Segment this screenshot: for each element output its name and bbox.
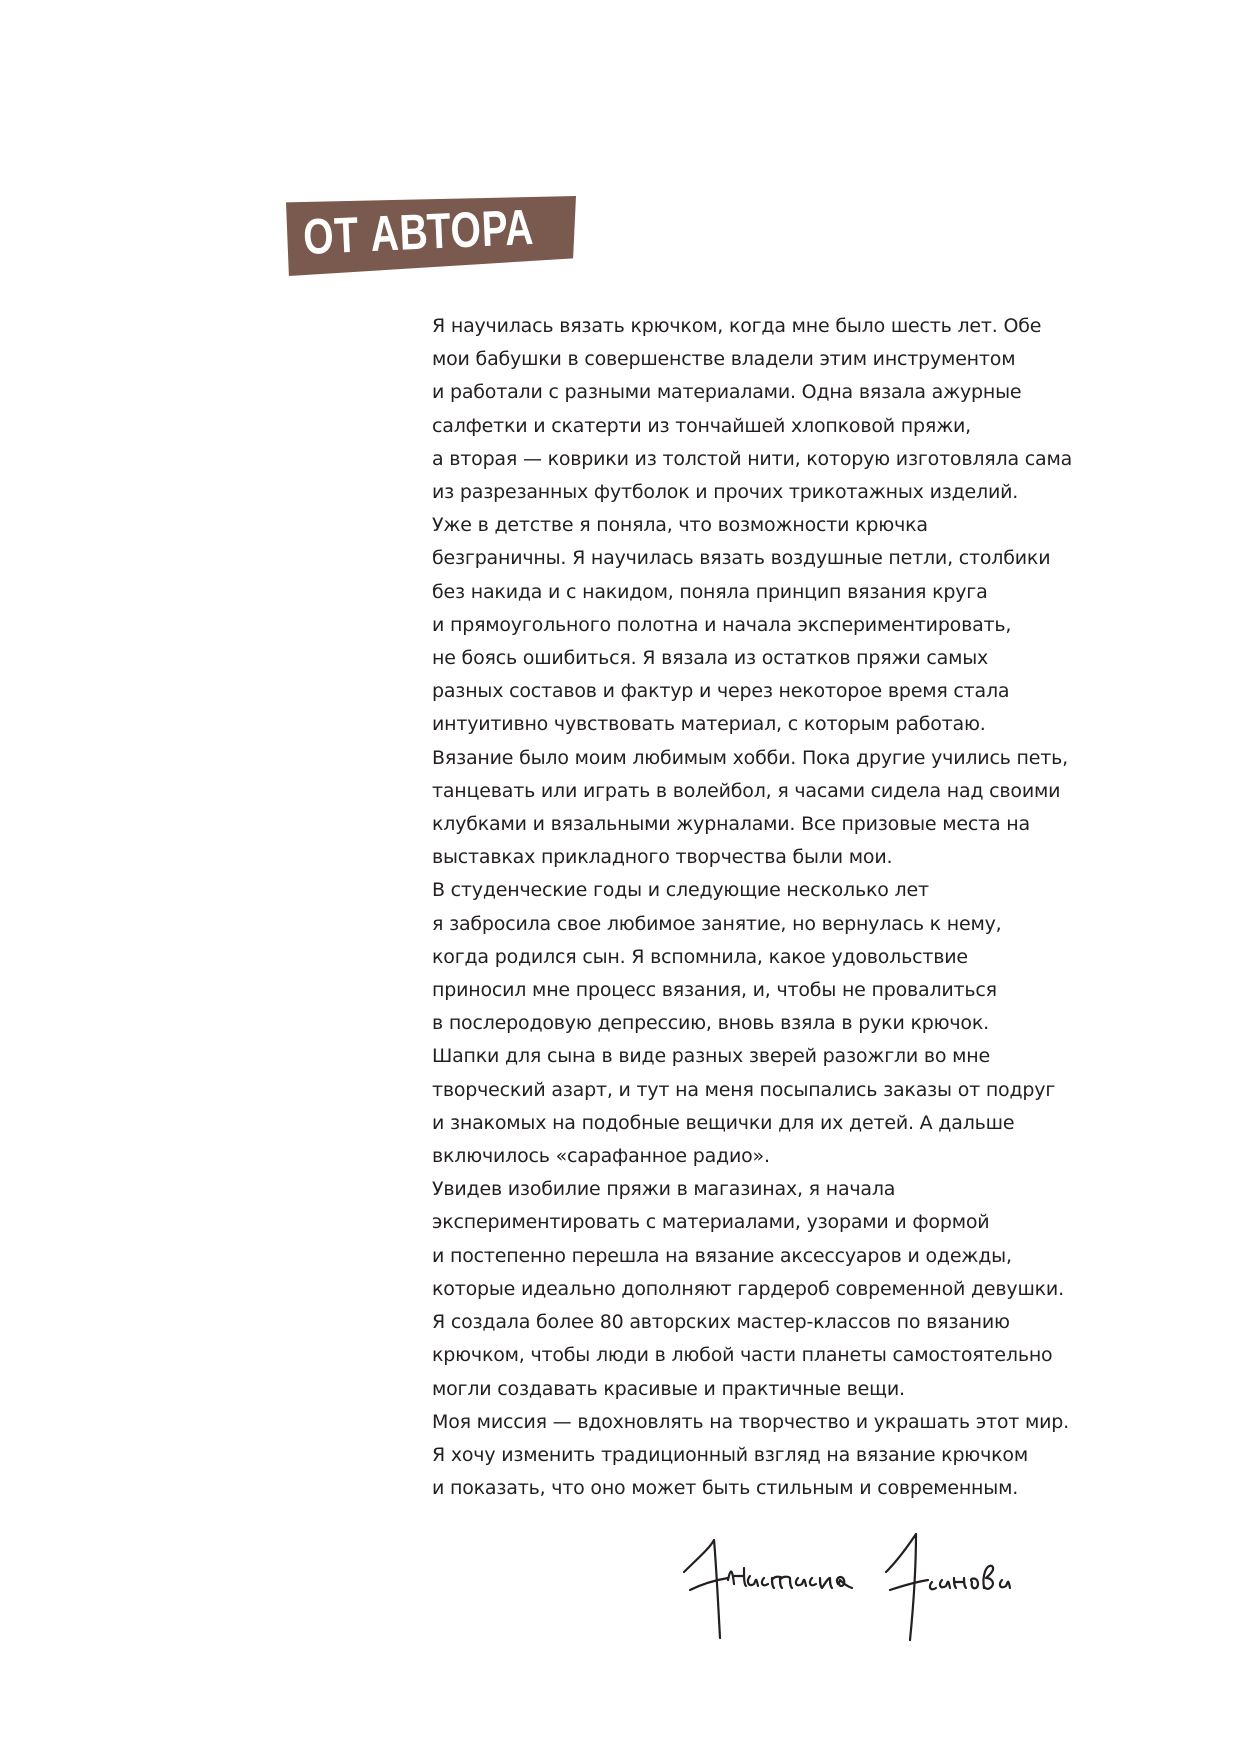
text-line: Моя миссия — вдохновлять на творчество и украшать этот мир. bbox=[432, 1410, 1069, 1433]
author-signature bbox=[676, 1520, 1046, 1650]
text-line: Увидев изобилие пряжи в магазинах, я начала bbox=[432, 1178, 896, 1201]
text-line: из разрезанных футболок и прочих трикотажных изделий. bbox=[432, 481, 1019, 504]
text-line: Я хочу изменить традиционный взгляд на вязание крючком bbox=[432, 1443, 1028, 1466]
text-line: безграничны. Я научилась вязать воздушные петли, столбики bbox=[432, 547, 1051, 570]
text-line: включилось «сарафанное радио». bbox=[432, 1145, 770, 1168]
text-line: не боясь ошибиться. Я вязала из остатков пряжи самых bbox=[432, 647, 989, 670]
text-line: которые идеально дополняют гардероб современной девушки. bbox=[432, 1277, 1064, 1300]
text-line: и постепенно перешла на вязание аксессуаров и одежды, bbox=[432, 1244, 1012, 1267]
text-line: салфетки и скатерти из тончайшей хлопковой пряжи, bbox=[432, 414, 971, 437]
text-line: Уже в детстве я поняла, что возможности крючка bbox=[432, 514, 928, 537]
text-line: выставках прикладного творчества были мои. bbox=[432, 846, 893, 869]
text-line: и показать, что оно может быть стильным и современным. bbox=[432, 1477, 1019, 1500]
text-line: а вторая — коврики из толстой нити, которую изготовляла сама bbox=[432, 447, 1073, 470]
text-line: в послеродовую депрессию, вновь взяла в руки крючок. bbox=[432, 1012, 989, 1035]
page-title: ОТ АВТОРА bbox=[302, 198, 536, 265]
text-line: В студенческие годы и следующие несколько лет bbox=[432, 879, 929, 902]
text-line: и знакомых на подобные вещички для их детей. А дальше bbox=[432, 1111, 1015, 1134]
text-line: когда родился сын. Я вспомнила, какое удовольствие bbox=[432, 945, 968, 968]
text-line: мои бабушки в совершенстве владели этим инструментом bbox=[432, 348, 1016, 371]
text-line: танцевать или играть в волейбол, я часами сидела над своими bbox=[432, 779, 1061, 802]
text-line: Я создала более 80 авторских мастер-классов по вязанию bbox=[432, 1311, 1010, 1334]
text-line: без накида и с накидом, поняла принцип вязания круга bbox=[432, 580, 988, 603]
text-line: и работали с разными материалами. Одна вязала ажурные bbox=[432, 381, 1022, 404]
text-line: творческий азарт, и тут на меня посыпались заказы от подруг bbox=[432, 1078, 1056, 1101]
text-line: Шапки для сына в виде разных зверей разожгли во мне bbox=[432, 1045, 991, 1068]
author-foreword-text bbox=[432, 310, 1072, 1505]
text-line: и прямоугольного полотна и начала экспериментировать, bbox=[432, 613, 1012, 636]
text-line: приносил мне процесс вязания, и, чтобы не провалиться bbox=[432, 979, 997, 1002]
text-line: я забросила свое любимое занятие, но вернулась к нему, bbox=[432, 912, 1002, 935]
text-line: разных составов и фактур и через некоторое время стала bbox=[432, 680, 1010, 703]
text-line: клубками и вязальными журналами. Все призовые места на bbox=[432, 813, 1030, 836]
text-line: Вязание было моим любимым хобби. Пока другие учились петь, bbox=[432, 746, 1068, 769]
text-line: Я научилась вязать крючком, когда мне было шесть лет. Обе bbox=[432, 315, 1042, 337]
text-line: экспериментировать с материалами, узорами и формой bbox=[432, 1211, 990, 1234]
text-line: интуитивно чувствовать материал, с которым работаю. bbox=[432, 713, 986, 736]
text-line: могли создавать красивые и практичные вещи. bbox=[432, 1377, 905, 1400]
text-line: крючком, чтобы люди в любой части планеты самостоятельно bbox=[432, 1344, 1053, 1367]
